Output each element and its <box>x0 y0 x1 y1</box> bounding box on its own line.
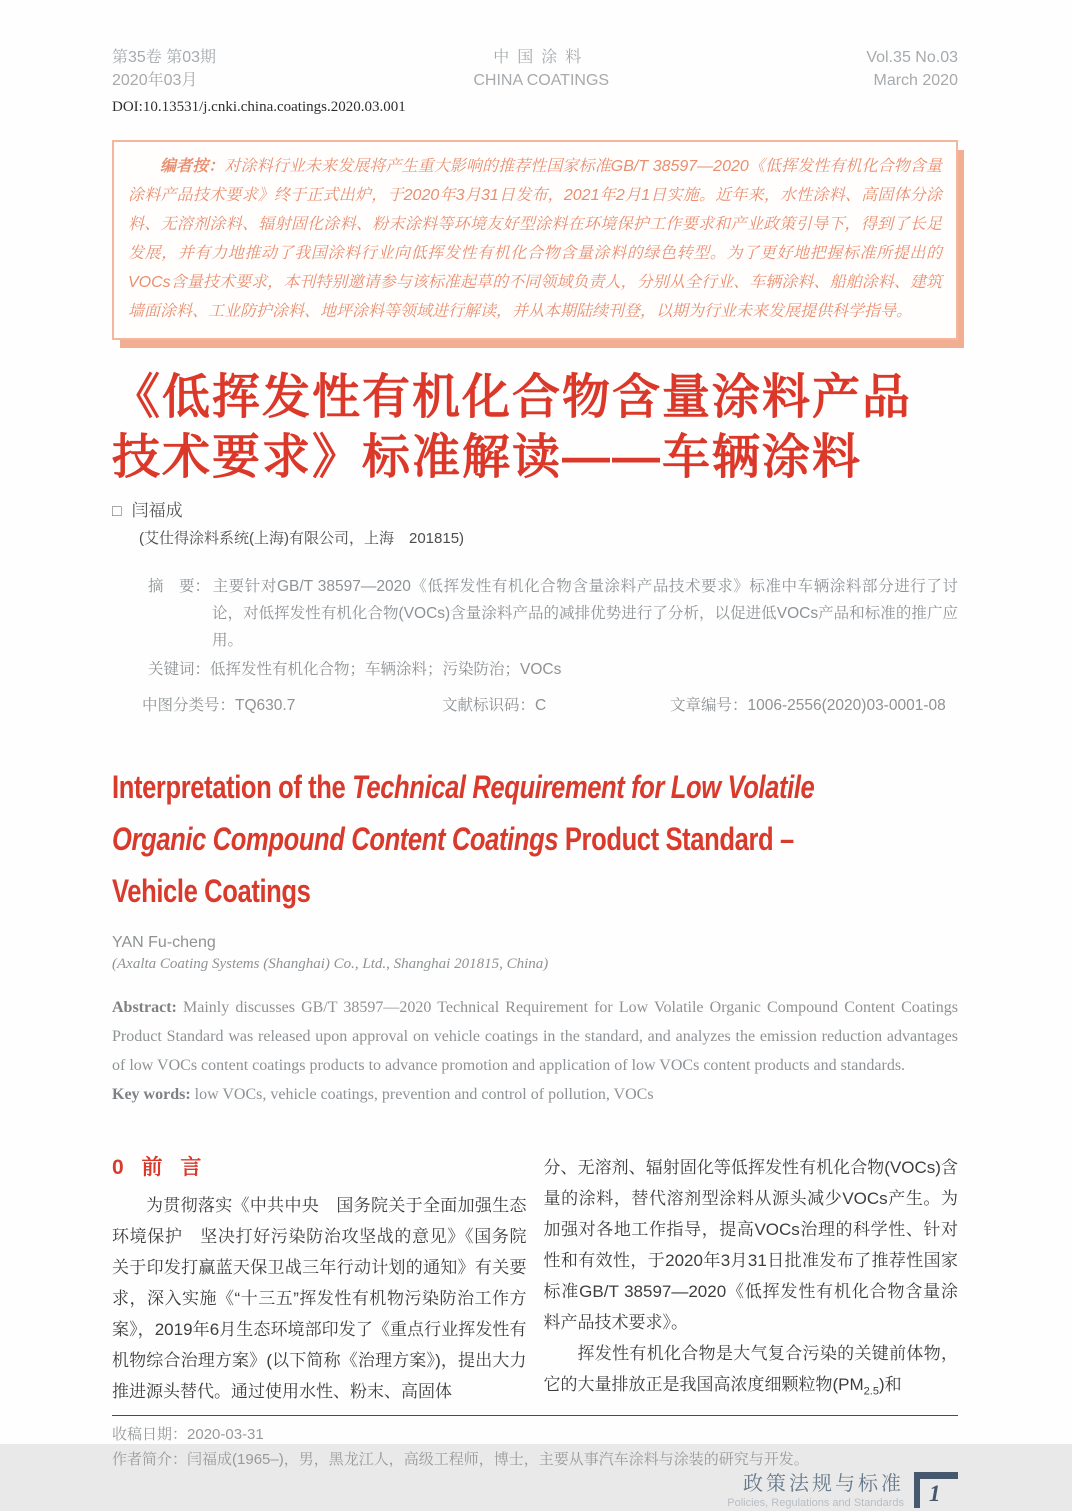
body-left-column <box>112 1152 527 1407</box>
page-number-box <box>914 1472 958 1508</box>
keywords-cn-label: 关键词： <box>148 661 211 678</box>
received-date-line <box>112 1422 958 1447</box>
issue-date-en: March 2020 <box>873 72 958 89</box>
abstract-en-text: Mainly discusses GB/T 38597—2020 Technical Requirement for Low Volatile Organic Compound Content Coatings Product Standard was released upon approval on vehicle coatings in the standard, and analyzes the emission reduction advantages of low VOCs content coatings products to advance promotion and application of low VOCs content products and standards. <box>112 999 958 1074</box>
article-title-en-wrap <box>112 761 960 917</box>
article-body <box>112 1152 958 1407</box>
page-footer <box>112 1472 958 1511</box>
clc-number: TQ630.7 <box>235 697 296 714</box>
journal-name-en: CHINA COATINGS <box>473 72 610 89</box>
journal-name <box>473 46 609 92</box>
author-affiliation-cn: (艾仕得涂料系统(上海)有限公司，上海 201815) <box>139 530 465 547</box>
issue-info-en <box>866 46 958 92</box>
issue-volume-en: Vol.35 No.03 <box>866 49 958 66</box>
section-0-heading: 0 前 言 <box>112 1156 208 1179</box>
article-title-cn <box>112 368 958 488</box>
column-label-cn: 政策法规与标准 <box>743 1473 904 1496</box>
column-label <box>727 1472 904 1511</box>
article-title-en-line1 <box>112 761 960 813</box>
author-name-cn-line <box>112 498 958 524</box>
issue-date-cn: 2020年03月 <box>112 72 198 89</box>
author-name-cn: 闫福成 <box>131 501 183 520</box>
body-right-column <box>544 1152 959 1407</box>
author-bio-line <box>112 1447 958 1472</box>
page-number: 1 <box>929 1481 941 1507</box>
article-id-label: 文章编号： <box>670 697 748 714</box>
doc-code: C <box>535 697 547 714</box>
doc-code-label: 文献标识码： <box>442 697 536 714</box>
editor-note-label: 编者按： <box>160 158 225 175</box>
abstract-cn <box>112 573 958 719</box>
doc-code-item <box>442 692 670 719</box>
title-en-l1-normal: Interpretation of the <box>112 769 353 805</box>
editor-note-text <box>128 152 942 326</box>
article-title-en <box>112 761 960 917</box>
title-en-l3-normal: Vehicle Coatings <box>112 873 311 909</box>
body-right-p2-post: )和 <box>878 1375 902 1394</box>
article-id: 1006-2556(2020)03-0001-08 <box>747 697 946 714</box>
keywords-en-line <box>112 1080 958 1109</box>
clc-label: 中图分类号： <box>142 697 236 714</box>
editor-note-box <box>112 140 958 340</box>
abstract-cn-text: 主要针对GB/T 38597—2020《低挥发性有机化合物含量涂料产品技术要求》标准中车辆涂料部分进行了讨论，对低挥发性有机化合物(VOCs)含量涂料产品的减排优势进行了分析，以促进低VOCs产品和标准的推广应用。 <box>212 578 958 649</box>
article-id-item <box>670 692 946 719</box>
article-title-en-line2 <box>112 813 960 865</box>
author-bio-label: 作者简介： <box>112 1451 188 1469</box>
article-title-cn-line2: 技术要求》标准解读——车辆涂料 <box>112 431 863 484</box>
footnote-block <box>112 1422 958 1472</box>
article-title-en-line3 <box>112 865 960 917</box>
received-date-label: 收稿日期： <box>112 1426 188 1444</box>
editor-note-body: 对涂料行业未来发展将产生重大影响的推荐性国家标准GB/T 38597—2020《低挥发性有机化合物含量涂料产品技术要求》终于正式出炉，于2020年3月31日发布，2021年2月1日实施。近年来，水性涂料、高固体分涂料、无溶剂涂料、辐射固化涂料、粉末涂料等环境友好型涂料在环境保护工作要求和产业政策引导下，得到了长足发展，并有力地推动了我国涂料行业向低挥发性有机化合物含量涂料的绿色转型。为了更好地把握标准所提出的VOCs含量技术要求，本刊特别邀请参与该标准起草的不同领域负责人，分别从全行业、车辆涂料、船舶涂料、建筑墙面涂料、工业防护涂料、地坪涂料等领域进行解读，并从本期陆续刊登，以期为行业未来发展提供科学指导。 <box>128 158 942 320</box>
footnote-divider <box>112 1415 958 1416</box>
abstract-en-text-line <box>112 993 958 1080</box>
pm25-subscript: 2.5 <box>863 1385 879 1398</box>
abstract-cn-text-line <box>112 573 958 654</box>
author-affiliation-en: (Axalta Coating Systems (Shanghai) Co., Ltd., Shanghai 201815, China) <box>112 956 549 972</box>
issue-info-cn <box>112 46 216 92</box>
clc-item <box>142 692 442 719</box>
body-left-paragraph: 为贯彻落实《中共中央 国务院关于全面加强生态环境保护 坚决打好污染防治攻坚战的意见》《国务院关于印发打赢蓝天保卫战三年行动计划的通知》有关要求，深入实施《“十三五”挥发性有机物污染防治工作方案》，2019年6月生态环境部印发了《重点行业挥发性有机物综合治理方案》(以下简称《治理方案》)，提出大力推进源头替代。通过使用水性、粉末、高固体 <box>112 1196 527 1401</box>
body-right-paragraph-1: 分、无溶剂、辐射固化等低挥发性有机化合物(VOCs)含量的涂料，替代溶剂型涂料从源头减少VOCs产生。为加强对各地工作指导，提高VOCs治理的科学性、针对性和有效性，于2020年3月31日批准发布了推荐性国家标准GB/T 38597—2020《低挥发性有机化合物含量涂料产品技术要求》。 <box>543 1158 958 1332</box>
keywords-cn: 低挥发性有机化合物；车辆涂料；污染防治；VOCs <box>210 661 562 678</box>
keywords-cn-line <box>148 656 958 683</box>
keywords-en-label: Key words: <box>112 1086 191 1103</box>
body-right-paragraph-2 <box>544 1338 959 1407</box>
author-bio: 闫福成(1965–)，男，黑龙江人，高级工程师，博士，主要从事汽车涂料与涂装的研究与开发。 <box>187 1451 809 1469</box>
title-en-l1-italic: Technical Requirement for Low Volatile <box>352 769 815 805</box>
title-en-l2-italic: Organic Compound Content Coatings <box>112 821 559 857</box>
issue-volume-cn: 第35卷 第03期 <box>112 49 217 66</box>
body-right-p2-pre: 挥发性有机化合物是大气复合污染的关键前体物，它的大量排放正是我国高浓度细颗粒物(PM <box>543 1344 958 1394</box>
author-block-cn <box>112 498 958 551</box>
keywords-en: low VOCs, vehicle coatings, prevention and control of pollution, VOCs <box>190 1086 654 1103</box>
abstract-cn-label: 摘 要： <box>148 578 211 595</box>
abstract-en <box>112 993 958 1109</box>
doi-line: DOI:10.13531/j.cnki.china.coatings.2020.03.001 <box>112 99 406 115</box>
journal-header <box>112 46 958 92</box>
article-title-cn-line1: 《低挥发性有机化合物含量涂料产品 <box>112 371 913 424</box>
received-date: 2020-03-31 <box>187 1426 264 1444</box>
author-name-en: YAN Fu-cheng <box>112 934 216 951</box>
classification-row <box>142 692 958 719</box>
author-square-icon: □ <box>112 503 122 520</box>
column-label-en: Policies, Regulations and Standards <box>727 1497 904 1510</box>
journal-name-cn: 中国涂料 <box>493 49 590 66</box>
title-en-l2-normal: Product Standard – <box>558 821 794 857</box>
abstract-en-label: Abstract: <box>112 999 177 1016</box>
